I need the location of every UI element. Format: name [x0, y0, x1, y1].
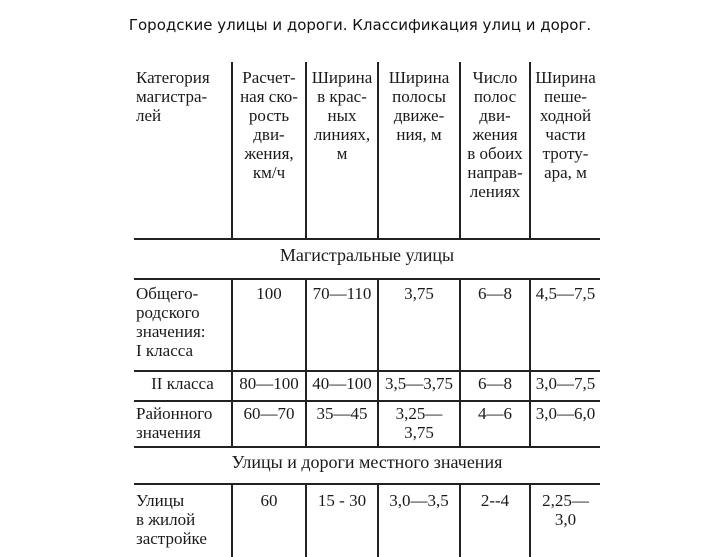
table-row — [134, 401, 600, 447]
table-row — [134, 484, 600, 557]
row-red-lines: 70—110 — [306, 279, 378, 371]
row-lane-width: 3,75 — [378, 279, 460, 371]
classification-table — [134, 62, 600, 557]
row-lane-width: 3,25—3,75 — [378, 401, 460, 447]
row-red-lines: 35—45 — [306, 401, 378, 447]
header-lane-width: Ширина полосы движе- ния, м — [378, 62, 460, 239]
row-lane-width: 3,0—3,5 — [378, 484, 460, 557]
row-category: Общего- родского значения: I класса — [134, 279, 232, 371]
table-header-row — [134, 62, 600, 239]
table-row — [134, 371, 600, 401]
section-row-main — [134, 239, 600, 279]
row-sidewalk: 3,0—6,0 — [530, 401, 600, 447]
row-speed: 60—70 — [232, 401, 306, 447]
header-lane-count: Число полос дви- жения в обоих направ- лениях — [460, 62, 530, 239]
section-main-label: Магистральные улицы — [134, 239, 600, 279]
row-red-lines: 15 - 30 — [306, 484, 378, 557]
row-sidewalk: 3,0—7,5 — [530, 371, 600, 401]
row-sidewalk: 4,5—7,5 — [530, 279, 600, 371]
page-title: Городские улицы и дороги. Классификация улиц и дорог. — [128, 16, 592, 34]
row-lane-count: 6—8 — [460, 279, 530, 371]
header-red-lines-width: Ширина в крас- ных линиях, м — [306, 62, 378, 239]
row-speed: 60 — [232, 484, 306, 557]
header-category: Категория магистра- лей — [136, 68, 210, 125]
row-category: II класса — [134, 371, 232, 401]
row-lane-width: 3,5—3,75 — [378, 371, 460, 401]
row-category: Районного значения — [134, 401, 232, 447]
row-red-lines: 40—100 — [306, 371, 378, 401]
row-sidewalk: 2,25—3,0 — [530, 484, 600, 557]
row-speed: 80—100 — [232, 371, 306, 401]
table-row — [134, 279, 600, 371]
section-row-local — [134, 447, 600, 484]
row-lane-count: 6—8 — [460, 371, 530, 401]
classification-table-scan — [134, 62, 600, 548]
header-design-speed: Расчет- ная ско- рость дви- жения, км/ч — [232, 62, 306, 239]
row-lane-count: 2--4 — [460, 484, 530, 557]
row-category: Улицы в жилой застройке — [134, 484, 232, 557]
section-local-label: Улицы и дороги местного значения — [134, 447, 600, 484]
row-lane-count: 4—6 — [460, 401, 530, 447]
header-sidewalk-width: Ширина пеше- ходной части троту- ара, м — [530, 62, 600, 239]
row-speed: 100 — [232, 279, 306, 371]
